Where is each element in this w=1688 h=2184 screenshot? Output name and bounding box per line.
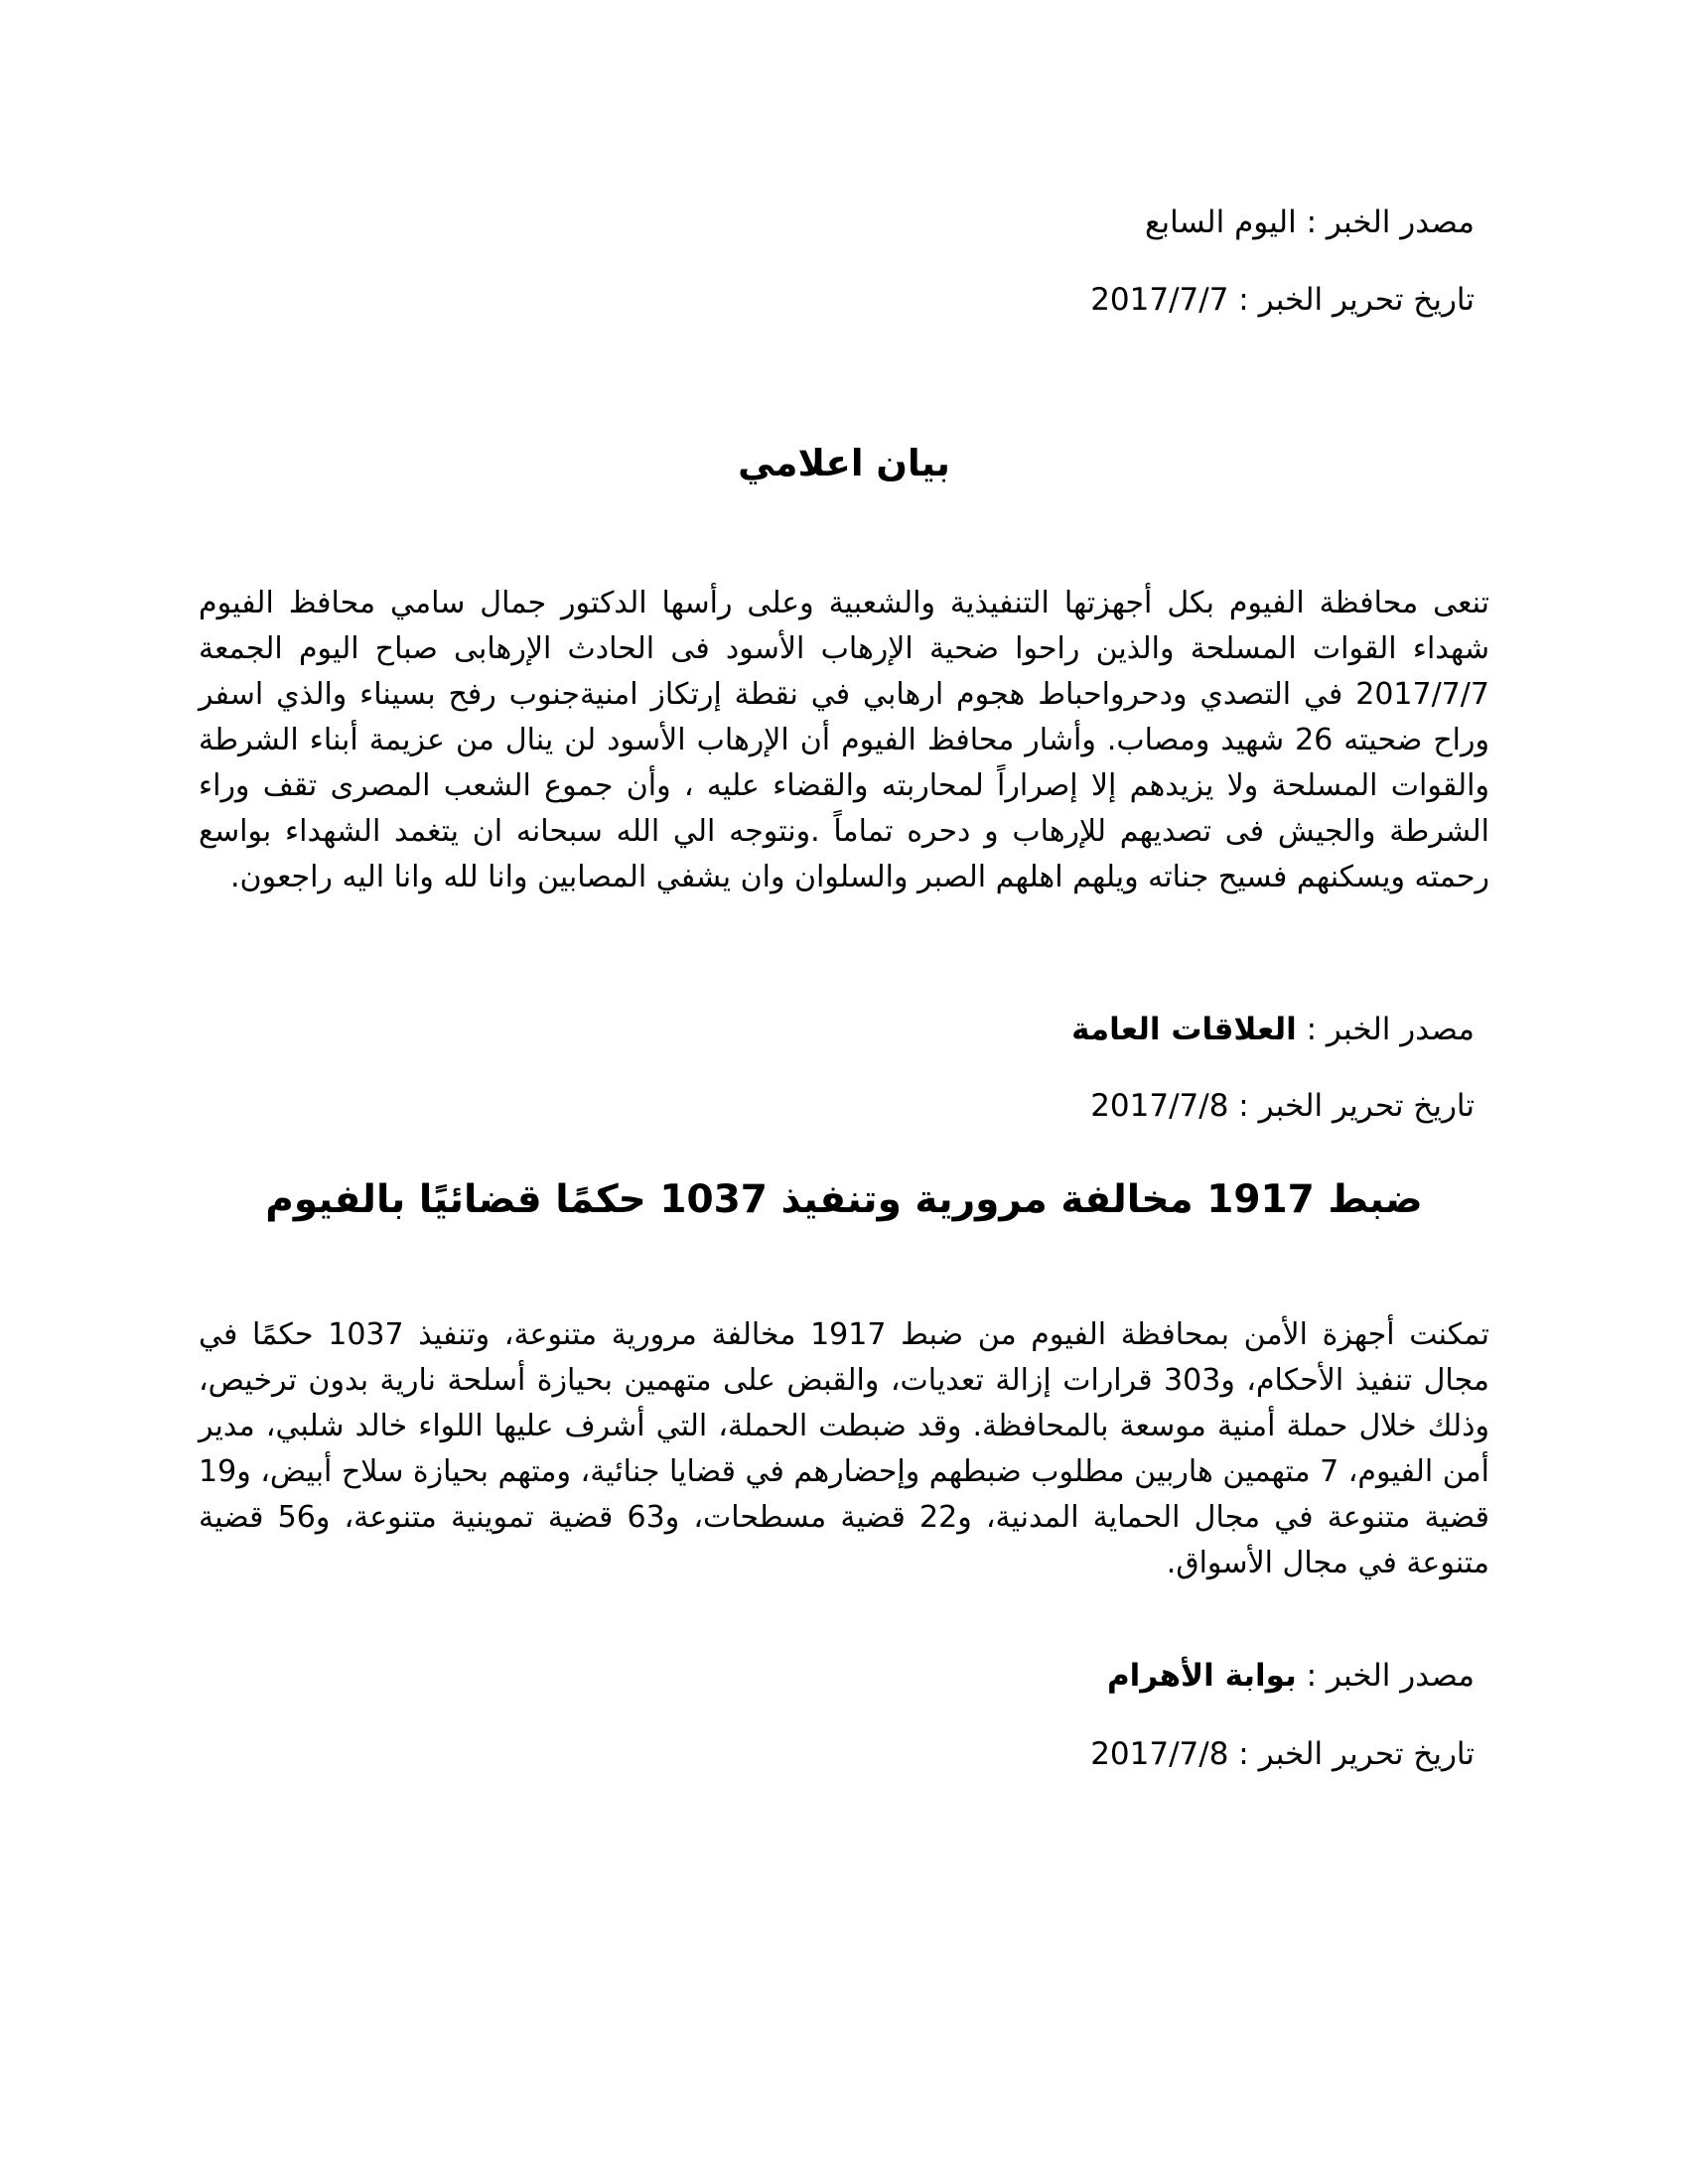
- date-value: 2017/7/8: [1090, 1736, 1229, 1772]
- news-source-line: [1107, 1656, 1475, 1696]
- source-value: العلاقات العامة: [1071, 1012, 1297, 1047]
- source-label: مصدر الخبر :: [1306, 1658, 1475, 1694]
- news-date-line: [1090, 1734, 1475, 1774]
- news-date-line: [1090, 1086, 1475, 1126]
- date-value: 2017/7/8: [1090, 1088, 1229, 1124]
- source-label: مصدر الخبر :: [1306, 205, 1475, 240]
- source-value: بوابة الأهرام: [1106, 1658, 1297, 1694]
- news-title: ضبط 1917 مخالفة مرورية وتنفيذ 1037 حكمًا قضائيًا بالفيوم: [265, 1177, 1423, 1222]
- date-label: تاريخ تحرير الخبر :: [1238, 1088, 1475, 1124]
- news-date-line: [1090, 280, 1475, 320]
- news-body: تنعى محافظة الفيوم بكل أجهزتها التنفيذية والشعبية وعلى رأسها الدكتور جمال سامي محافظ الفيوم شهداء القوات المسلحة والذين راحوا ضحية الإرهاب الأسود فى الحادث الإرهابى صباح اليوم الجمعة 2017/7/7 في التصدي ودحرواحباط هجوم ارهابي في نقطة إرتكاز امنيةجنوب رفح بسيناء والذي اسفر وراح ضحيته 26 شهيد ومصاب. وأشار محافظ الفيوم أن الإرهاب الأسود لن ينال من عزيمة أبناء الشرطة والقوات المسلحة ولا يزيدهم إلا إصراراً لمحاربته والقضاء عليه ، وأن جموع الشعب المصرى تقف وراء الشرطة والجيش فى تصديهم للإرهاب و دحره تماماً .ونتوجه الي الله سبحانه ان يتغمد الشهداء بواسع رحمته ويسكنهم فسيح جناته ويلهم اهلهم الصبر والسلوان وان يشفي المصابين وانا لله وانا اليه راجعون.: [199, 586, 1489, 894]
- source-label: مصدر الخبر :: [1306, 1012, 1475, 1047]
- date-value: 2017/7/7: [1090, 282, 1229, 318]
- source-value: اليوم السابع: [1144, 205, 1297, 240]
- news-title: بيان اعلامي: [738, 442, 950, 484]
- date-label: تاريخ تحرير الخبر :: [1238, 282, 1475, 318]
- news-source-line: [1145, 203, 1475, 242]
- news-source-line: [1071, 1010, 1475, 1049]
- news-body: تمكنت أجهزة الأمن بمحافظة الفيوم من ضبط 1917 مخالفة مرورية متنوعة، وتنفيذ 1037 حكمًا في مجال تنفيذ الأحكام، و303 قرارات إزالة تعديات، والقبض على متهمين بحيازة أسلحة نارية بدون ترخيص، وذلك خلال حملة أمنية موسعة بالمحافظة. وقد ضبطت الحملة، التي أشرف عليها اللواء خالد شلبي، مدير أمن الفيوم، 7 متهمين هاربين مطلوب ضبطهم وإحضارهم في قضايا جنائية، ومتهم بحيازة سلاح أبيض، و19 قضية متنوعة في مجال الحماية المدنية، و22 قضية مسطحات، و63 قضية تموينية متنوعة، و56 قضية متنوعة في مجال الأسواق.: [199, 1317, 1489, 1580]
- date-label: تاريخ تحرير الخبر :: [1238, 1736, 1475, 1772]
